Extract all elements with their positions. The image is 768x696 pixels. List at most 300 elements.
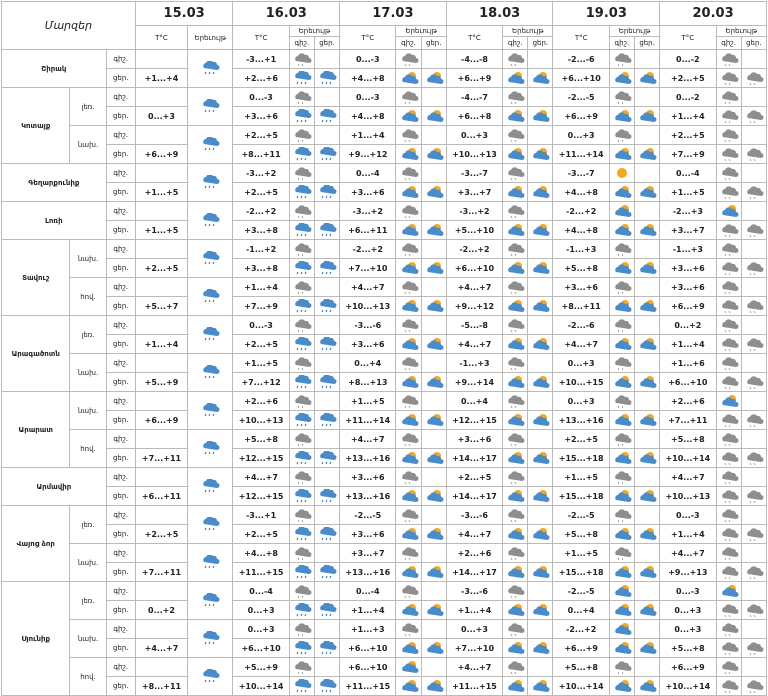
weather-cell	[741, 164, 766, 183]
partly-sunny-icon	[637, 413, 657, 428]
temperature-cell: +5...+8	[553, 525, 609, 544]
weather-cell	[528, 601, 553, 620]
temperature-cell: +15...+18	[553, 487, 609, 506]
temperature-cell: +2...+5	[233, 525, 289, 544]
temperature-cell: -3...-6	[446, 506, 502, 525]
weather-cell	[421, 487, 446, 506]
weather-cell	[396, 259, 421, 278]
weather-cell	[741, 430, 766, 449]
weather-cell	[716, 240, 741, 259]
cloud-icon	[612, 52, 632, 67]
weather-cell	[289, 449, 314, 468]
temp-col-header: T°C	[446, 26, 502, 50]
weather-cell	[289, 677, 314, 696]
temperature-cell: +4...+7	[553, 335, 609, 354]
partly-sunny-icon	[399, 413, 419, 428]
cloud-rain-icon	[292, 489, 312, 504]
time-of-day: գիշ.	[106, 430, 135, 449]
weather-cell	[396, 582, 421, 601]
partly-sunny-icon	[399, 603, 419, 618]
partly-sunny-icon	[612, 451, 632, 466]
partly-sunny-icon	[637, 565, 657, 580]
weather-cell	[634, 373, 659, 392]
weather-cell	[396, 525, 421, 544]
weather-cell	[741, 221, 766, 240]
weather-cell	[634, 297, 659, 316]
cloud-snow-icon	[317, 71, 337, 86]
time-of-day: գիշ.	[106, 50, 135, 69]
weather-cell	[503, 544, 528, 563]
weather-cell	[396, 69, 421, 88]
weather-col-header: Երեւույթ	[396, 26, 445, 37]
temperature-cell: +6...+10	[660, 373, 716, 392]
temperature-cell: +11...+15	[446, 677, 502, 696]
weather-cell	[503, 373, 528, 392]
weather-cell	[634, 126, 659, 145]
temperature-cell: 0...+2	[660, 316, 716, 335]
temperature-cell: +4...+7	[446, 278, 502, 297]
cloud-snow-icon	[200, 517, 220, 532]
cloud-icon	[505, 90, 525, 105]
weather-cell	[741, 487, 766, 506]
weather-cell	[528, 658, 553, 677]
cloud-icon	[292, 280, 312, 295]
partly-sunny-icon	[719, 204, 739, 219]
weather-cell	[634, 544, 659, 563]
cloud-icon	[719, 375, 739, 390]
partly-sunny-icon	[424, 337, 444, 352]
cloud-rain-icon	[292, 679, 312, 694]
cloud-icon	[744, 109, 764, 124]
subregion-name: նախ.	[70, 126, 106, 164]
temperature-cell: -1...+2	[233, 240, 289, 259]
weather-cell	[314, 50, 339, 69]
partly-sunny-icon	[637, 489, 657, 504]
time-of-day: ցեր.	[106, 183, 135, 202]
cloud-rain-icon	[200, 555, 220, 570]
weather-cell	[421, 658, 446, 677]
weather-cell	[314, 468, 339, 487]
weather-cell	[314, 677, 339, 696]
temperature-cell: +2...+5	[135, 259, 187, 278]
weather-col-header: Երեւույթ	[188, 26, 233, 50]
weather-cell	[421, 278, 446, 297]
table-row	[2, 582, 767, 601]
cloud-icon	[399, 318, 419, 333]
weather-cell	[421, 335, 446, 354]
cloud-icon	[505, 204, 525, 219]
weather-cell	[503, 126, 528, 145]
weather-cell	[528, 468, 553, 487]
weather-cell	[314, 69, 339, 88]
weather-cell	[396, 601, 421, 620]
weather-cell	[609, 563, 634, 582]
weather-cell	[609, 316, 634, 335]
cloud-icon	[505, 280, 525, 295]
cloud-snow-icon	[317, 109, 337, 124]
temperature-cell: +4...+8	[340, 69, 396, 88]
weather-cell	[741, 639, 766, 658]
temperature-cell: +9...+12	[446, 297, 502, 316]
time-of-day: գիշ.	[106, 506, 135, 525]
weather-cell	[741, 202, 766, 221]
weather-cell	[314, 164, 339, 183]
weather-cell	[421, 69, 446, 88]
weather-cell	[188, 430, 233, 468]
temp-col-header: T°C	[340, 26, 396, 50]
weather-cell	[289, 240, 314, 259]
cloud-icon	[719, 242, 739, 257]
table-row	[2, 373, 767, 392]
cloud-icon	[719, 128, 739, 143]
region-name: Լոռի	[2, 202, 107, 240]
table-row	[2, 392, 767, 411]
temperature-cell: +15...+18	[553, 449, 609, 468]
partly-sunny-icon	[424, 185, 444, 200]
weather-cell	[314, 354, 339, 373]
weather-cell	[634, 506, 659, 525]
cloud-icon	[292, 90, 312, 105]
temperature-cell: +2...+5	[660, 69, 716, 88]
cloud-icon	[744, 489, 764, 504]
cloud-icon	[292, 508, 312, 523]
weather-cell	[314, 411, 339, 430]
partly-sunny-icon	[612, 299, 632, 314]
table-row	[2, 430, 767, 449]
cloud-icon	[612, 546, 632, 561]
weather-cell	[741, 563, 766, 582]
partly-sunny-icon	[612, 679, 632, 694]
cloud-snow-icon	[200, 327, 220, 342]
cloud-icon	[505, 52, 525, 67]
weather-cell	[528, 50, 553, 69]
weather-cell	[634, 525, 659, 544]
weather-cell	[396, 392, 421, 411]
cloud-icon	[292, 394, 312, 409]
table-row	[2, 487, 767, 506]
temp-col-header: T°C	[660, 26, 716, 50]
partly-sunny-icon	[399, 489, 419, 504]
cloud-icon	[744, 223, 764, 238]
partly-sunny-icon	[637, 261, 657, 276]
partly-sunny-icon	[424, 489, 444, 504]
cloud-rain-icon	[200, 631, 220, 646]
weather-cell	[609, 202, 634, 221]
weather-cell	[503, 221, 528, 240]
cloud-icon	[744, 261, 764, 276]
temperature-cell: +1...+5	[553, 468, 609, 487]
weather-cell	[741, 354, 766, 373]
cloud-icon	[612, 318, 632, 333]
temperature-cell: -2...-5	[553, 88, 609, 107]
weather-cell	[503, 601, 528, 620]
cloud-icon	[612, 128, 632, 143]
cloud-icon	[744, 299, 764, 314]
temperature-cell: 0...+3	[233, 601, 289, 620]
cloud-icon	[719, 489, 739, 504]
weather-cell	[634, 620, 659, 639]
partly-sunny-icon	[530, 527, 550, 542]
temperature-cell	[135, 582, 187, 601]
cloud-icon	[719, 679, 739, 694]
partly-sunny-icon	[612, 527, 632, 542]
weather-cell	[503, 411, 528, 430]
temperature-cell: 0...+2	[135, 601, 187, 620]
weather-cell	[421, 582, 446, 601]
weather-cell	[609, 677, 634, 696]
partly-sunny-icon	[530, 679, 550, 694]
partly-sunny-icon	[424, 451, 444, 466]
cloud-rain-icon	[292, 299, 312, 314]
cloud-icon	[292, 52, 312, 67]
cloud-icon	[744, 679, 764, 694]
temperature-cell: +1...+5	[233, 354, 289, 373]
weather-col-header: Երեւույթ	[290, 26, 339, 37]
cloud-rain-icon	[317, 147, 337, 162]
temperature-cell: +1...+4	[660, 335, 716, 354]
temperature-cell: +8...+13	[340, 373, 396, 392]
table-row	[2, 259, 767, 278]
temperature-cell: 0...-2	[660, 50, 716, 69]
weather-cell	[421, 525, 446, 544]
temperature-cell: +2...+6	[233, 392, 289, 411]
region-name: Արագածոտն	[2, 316, 70, 392]
temperature-cell: +6...+8	[446, 107, 502, 126]
weather-cell	[503, 145, 528, 164]
weather-cell	[528, 563, 553, 582]
time-of-day: գիշ.	[106, 202, 135, 221]
cloud-icon	[399, 622, 419, 637]
weather-cell	[741, 88, 766, 107]
temperature-cell: +5...+8	[233, 430, 289, 449]
weather-cell	[528, 335, 553, 354]
partly-sunny-icon	[505, 565, 525, 580]
weather-cell	[716, 164, 741, 183]
weather-cell	[609, 335, 634, 354]
cloud-snow-icon	[200, 61, 220, 76]
weather-cell	[741, 544, 766, 563]
temperature-cell: +6...+9	[135, 145, 187, 164]
weather-cell	[503, 620, 528, 639]
date-header: 16.03	[233, 2, 340, 26]
weather-cell	[188, 240, 233, 278]
weather-cell	[421, 620, 446, 639]
temperature-cell: +11...+14	[553, 145, 609, 164]
weather-cell	[421, 240, 446, 259]
time-of-day: ցեր.	[106, 107, 135, 126]
weather-cell	[503, 50, 528, 69]
weather-cell	[188, 354, 233, 392]
partly-sunny-icon	[399, 147, 419, 162]
night-label: գիշ.	[290, 37, 315, 49]
temperature-cell: -2...+2	[553, 202, 609, 221]
cloud-icon	[612, 660, 632, 675]
weather-cell	[741, 525, 766, 544]
weather-cell	[421, 544, 446, 563]
weather-cell	[741, 183, 766, 202]
partly-sunny-icon	[399, 679, 419, 694]
weather-cell	[421, 202, 446, 221]
weather-cell	[609, 601, 634, 620]
time-of-day: ցեր.	[106, 411, 135, 430]
partly-sunny-icon	[530, 185, 550, 200]
region-name: Սյունիք	[2, 582, 70, 696]
weather-cell	[716, 430, 741, 449]
temperature-cell: +1...+3	[340, 620, 396, 639]
temperature-cell: +12...+15	[233, 487, 289, 506]
weather-cell	[396, 658, 421, 677]
partly-sunny-icon	[530, 565, 550, 580]
temperature-cell: +9...+12	[340, 145, 396, 164]
weather-cell	[314, 449, 339, 468]
weather-cell	[289, 525, 314, 544]
weather-cell	[421, 468, 446, 487]
time-of-day: ցեր.	[106, 639, 135, 658]
cloud-snow-icon	[292, 109, 312, 124]
partly-sunny-icon	[505, 223, 525, 238]
cloud-icon	[292, 546, 312, 561]
cloud-snow-icon	[317, 223, 337, 238]
temperature-cell: +2...+5	[233, 183, 289, 202]
weather-cell	[188, 658, 233, 696]
temperature-cell: +6...+10	[233, 639, 289, 658]
weather-cell	[421, 107, 446, 126]
weather-cell	[503, 107, 528, 126]
weather-cell	[421, 259, 446, 278]
date-header: 19.03	[553, 2, 660, 26]
cloud-icon	[719, 527, 739, 542]
temperature-cell: +2...+5	[553, 430, 609, 449]
cloud-icon	[719, 185, 739, 200]
temperature-cell: +4...+8	[340, 107, 396, 126]
table-row	[2, 354, 767, 373]
cloud-icon	[399, 584, 419, 599]
weather-col-header: Երեւույթ	[503, 26, 552, 37]
partly-sunny-icon	[612, 261, 632, 276]
cloud-icon	[744, 451, 764, 466]
night-label: գիշ.	[717, 37, 742, 49]
temperature-cell: +4...+7	[135, 639, 187, 658]
table-row	[2, 240, 767, 259]
partly-sunny-icon	[424, 413, 444, 428]
time-of-day: գիշ.	[106, 468, 135, 487]
temperature-cell: -2...+3	[660, 202, 716, 221]
time-of-day: ցեր.	[106, 487, 135, 506]
table-row	[2, 297, 767, 316]
partly-sunny-icon	[424, 223, 444, 238]
temperature-cell: 0...-3	[660, 506, 716, 525]
temperature-cell: +4...+7	[446, 658, 502, 677]
partly-sunny-icon	[612, 109, 632, 124]
cloud-icon	[399, 432, 419, 447]
weather-cell	[716, 69, 741, 88]
temperature-cell: 0...+3	[553, 392, 609, 411]
weather-cell	[503, 525, 528, 544]
temperature-cell: +6...+9	[660, 297, 716, 316]
weather-cell	[396, 468, 421, 487]
weather-cell	[634, 145, 659, 164]
weather-cell	[503, 316, 528, 335]
partly-sunny-icon	[424, 679, 444, 694]
temperature-cell: 0...-2	[660, 88, 716, 107]
weather-cell	[314, 202, 339, 221]
cloud-icon	[399, 470, 419, 485]
partly-sunny-icon	[719, 394, 739, 409]
weather-cell	[609, 620, 634, 639]
weather-cell	[609, 392, 634, 411]
cloud-rain-icon	[200, 669, 220, 684]
temperature-cell: +8...+11	[135, 677, 187, 696]
weather-cell	[289, 430, 314, 449]
partly-sunny-icon	[424, 261, 444, 276]
partly-sunny-icon	[530, 603, 550, 618]
cloud-snow-icon	[317, 603, 337, 618]
weather-cell	[314, 620, 339, 639]
time-of-day: ցեր.	[106, 69, 135, 88]
cloud-snow-icon	[292, 71, 312, 86]
cloud-icon	[505, 318, 525, 333]
temperature-cell: +7...+11	[135, 563, 187, 582]
partly-sunny-icon	[399, 337, 419, 352]
partly-sunny-icon	[637, 375, 657, 390]
forecast-table	[1, 1, 767, 696]
cloud-icon	[505, 622, 525, 637]
partly-sunny-icon	[530, 337, 550, 352]
weather-cell	[716, 126, 741, 145]
day-label: ցեր.	[319, 39, 335, 47]
temp-col-header: T°C	[233, 26, 289, 50]
weather-cell	[289, 487, 314, 506]
weather-cell	[289, 107, 314, 126]
temperature-cell: -2...+2	[553, 620, 609, 639]
weather-cell	[716, 487, 741, 506]
day-label: ցեր.	[746, 39, 762, 47]
weather-cell	[609, 582, 634, 601]
partly-sunny-icon	[424, 375, 444, 390]
temperature-cell: +4...+7	[340, 430, 396, 449]
partly-sunny-icon	[637, 527, 657, 542]
temperature-cell	[135, 126, 187, 145]
weather-cell	[528, 107, 553, 126]
partly-sunny-icon	[637, 109, 657, 124]
weather-cell	[528, 202, 553, 221]
weather-cell	[396, 50, 421, 69]
weather-cell	[188, 88, 233, 126]
temperature-cell: -4...-7	[446, 88, 502, 107]
region-name: Արարատ	[2, 392, 70, 468]
temperature-cell: +3...+6	[340, 525, 396, 544]
temperature-cell: 0...+3	[553, 126, 609, 145]
weather-cell	[289, 392, 314, 411]
cloud-snow-icon	[317, 185, 337, 200]
weather-cell	[396, 145, 421, 164]
weather-cell	[528, 620, 553, 639]
temperature-cell: +2...+5	[233, 126, 289, 145]
temperature-cell: +3...+7	[660, 221, 716, 240]
temperature-cell: -2...-5	[340, 506, 396, 525]
table-row	[2, 411, 767, 430]
temperature-cell: +2...+5	[446, 468, 502, 487]
weather-cell	[528, 392, 553, 411]
weather-cell	[396, 544, 421, 563]
weather-cell	[421, 183, 446, 202]
cloud-icon	[612, 280, 632, 295]
cloud-icon	[399, 204, 419, 219]
cloud-rain-icon	[292, 413, 312, 428]
temperature-cell: +1...+4	[340, 126, 396, 145]
weather-cell	[314, 601, 339, 620]
weather-cell	[741, 107, 766, 126]
